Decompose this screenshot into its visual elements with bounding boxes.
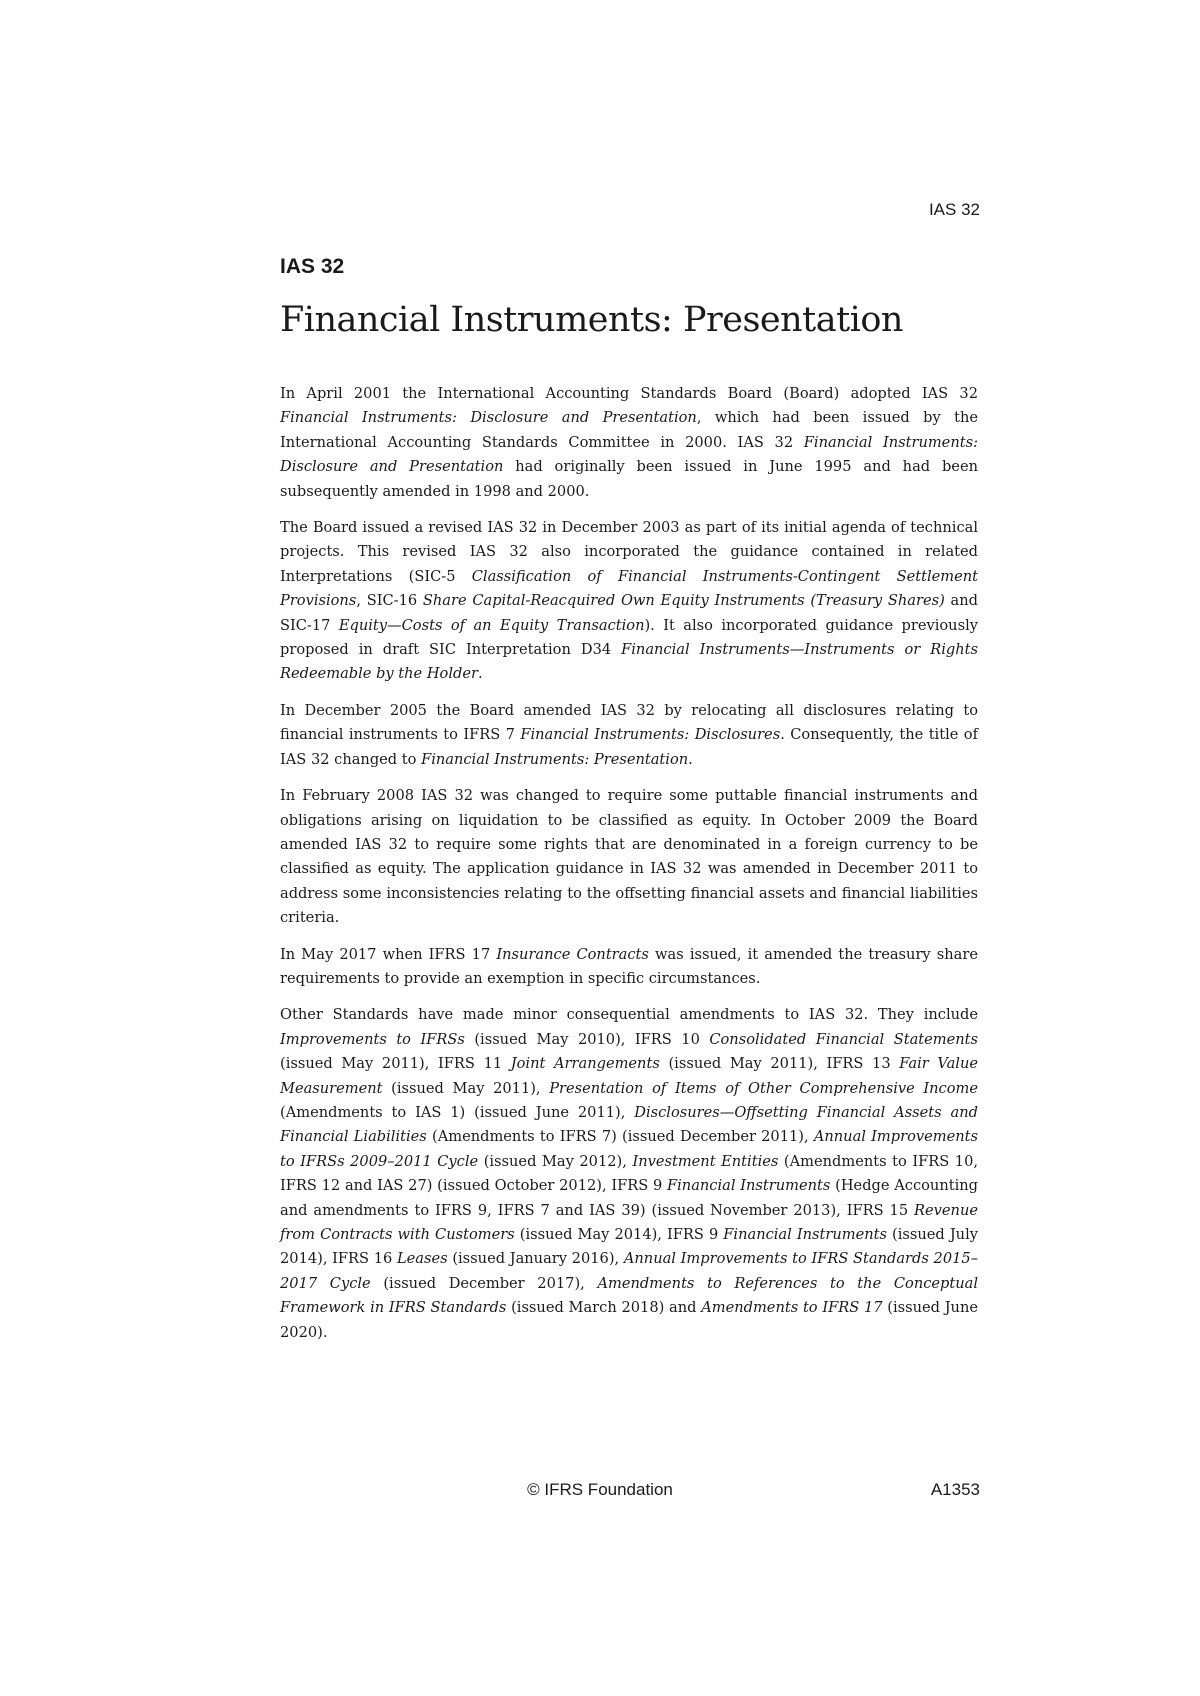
italic-title: Improvements to IFRSs: [280, 1030, 465, 1048]
text-run: , SIC-16: [356, 592, 423, 610]
text-run: (issued May 2011), IFRS 11: [280, 1055, 511, 1073]
text-run: In April 2001 the International Accounting Standards Board (Board) adopted IAS 32: [280, 385, 978, 402]
italic-title: Classification of Financial Instruments-Contingent Settlement Provisions: [280, 567, 979, 610]
italic-title: Share Capital-Reacquired Own Equity Instruments (Treasury Shares): [422, 592, 945, 610]
text-run: was issued, it amended the treasury share requirements to provide an exemption in specific circumstances.: [280, 945, 978, 987]
paragraph: [280, 943, 978, 992]
italic-title: Equity—Costs of an Equity Transaction: [338, 616, 645, 634]
text-run: . Consequently, the title of IAS 32 changed to: [280, 726, 978, 768]
text-run: In December 2005 the Board amended IAS 32 by relocating all disclosures relating to financial instruments to IFRS 7: [280, 701, 978, 744]
italic-title: Investment Entities: [632, 1152, 779, 1170]
italic-title: Financial Instruments—Instruments or Rights Redeemable by the Holder: [280, 641, 978, 683]
italic-title: Financial Instruments: Disclosure and Presentation: [280, 433, 978, 476]
text-run: (issued May 2010), IFRS 10: [464, 1030, 710, 1048]
text-run: Other Standards have made minor consequential amendments to IAS 32. They include: [280, 1006, 978, 1024]
italic-title: Financial Instruments: Disclosure and Presentation: [280, 409, 697, 427]
text-run: In May 2017 when IFRS 17: [280, 945, 497, 963]
text-run: (issued May 2014), IFRS 9: [514, 1226, 724, 1243]
text-run: had originally been issued in June 1995 and had been subsequently amended in 1998 and 2000.: [280, 458, 978, 500]
text-run: and SIC-17: [280, 592, 978, 634]
text-run: .: [688, 750, 693, 768]
text-run: The Board issued a revised IAS 32 in December 2003 as part of its initial agenda of technical projects. This revised IAS 32 also incorporated the guidance contained in related Interpretations (SIC-5: [280, 519, 978, 585]
italic-title: Annual Improvements to IFRSs 2009–2011 Cycle: [280, 1128, 978, 1170]
italic-title: Consolidated Financial Statements: [709, 1030, 978, 1048]
text-run: (issued July 2014), IFRS 16: [280, 1226, 978, 1268]
running-head: IAS 32: [928, 200, 980, 219]
body-text: [280, 382, 978, 1357]
text-run: (Amendments to IFRS 10, IFRS 12 and IAS 27) (issued October 2012), IFRS 9: [280, 1152, 978, 1195]
paragraph: [280, 516, 978, 687]
paragraph: [280, 699, 978, 772]
text-run: (Hedge Accounting and amendments to IFRS 9, IFRS 7 and IAS 39) (issued November 2013), IFRS 15: [280, 1177, 979, 1219]
text-run: (issued May 2011),: [382, 1079, 550, 1097]
italic-title: Amendments to References to the Conceptual Framework in IFRS Standards: [280, 1274, 978, 1317]
text-run: (issued June 2020).: [280, 1299, 978, 1341]
italic-title: Financial Instruments: [723, 1226, 887, 1243]
italic-title: Disclosures—Offsetting Financial Assets and Financial Liabilities: [280, 1103, 978, 1146]
footer-copyright: © IFRS Foundation: [527, 1480, 673, 1499]
text-run: (issued May 2011), IFRS 13: [659, 1055, 900, 1073]
text-run: , which had been issued by the International Accounting Standards Committee in 2000. IAS 32: [280, 409, 978, 451]
italic-title: Insurance Contracts: [496, 945, 649, 963]
document-label: IAS 32: [280, 255, 345, 278]
paragraph: [280, 1003, 978, 1345]
text-run: (Amendments to IFRS 7) (issued December 2011),: [426, 1128, 814, 1146]
italic-title: Presentation of Items of Other Comprehensive Income: [549, 1079, 978, 1097]
text-run: ). It also incorporated guidance previously proposed in draft SIC Interpretation D34: [280, 616, 978, 659]
text-run: In February 2008 IAS 32 was changed to require some puttable financial instruments and obligations arising on liquidation to be classified as equity. In October 2009 the Board amended IAS 32 to require some rights that are denominated in a foreign currency to be classified as equity. The application guidance in IAS 32 was amended in December 2011 to address some inconsistencies relating to the offsetting financial assets and financial liabilities criteria.: [280, 787, 978, 927]
italic-title: Revenue from Contracts with Customers: [280, 1201, 978, 1243]
italic-title: Financial Instruments: Presentation: [421, 750, 689, 768]
italic-title: Annual Improvements to IFRS Standards 2015–2017 Cycle: [280, 1250, 978, 1292]
text-run: (Amendments to IAS 1) (issued June 2011),: [280, 1103, 635, 1121]
italic-title: Joint Arrangements: [510, 1055, 660, 1073]
paragraph: [280, 784, 978, 930]
footer-page-number: A1353: [930, 1480, 980, 1499]
page-title: Financial Instruments: Presentation: [280, 300, 903, 340]
text-run: (issued December 2017),: [370, 1274, 598, 1292]
text-run: .: [477, 665, 483, 683]
text-run: (issued March 2018) and: [506, 1299, 702, 1317]
text-run: (issued January 2016),: [447, 1250, 624, 1268]
italic-title: Amendments to IFRS 17: [701, 1299, 883, 1317]
italic-title: Leases: [396, 1250, 448, 1268]
paragraph: [280, 382, 978, 504]
italic-title: Financial Instruments: Disclosures: [520, 726, 781, 744]
text-run: (issued May 2012),: [478, 1152, 633, 1170]
italic-title: Fair Value Measurement: [280, 1055, 978, 1097]
italic-title: Financial Instruments: [667, 1177, 831, 1195]
